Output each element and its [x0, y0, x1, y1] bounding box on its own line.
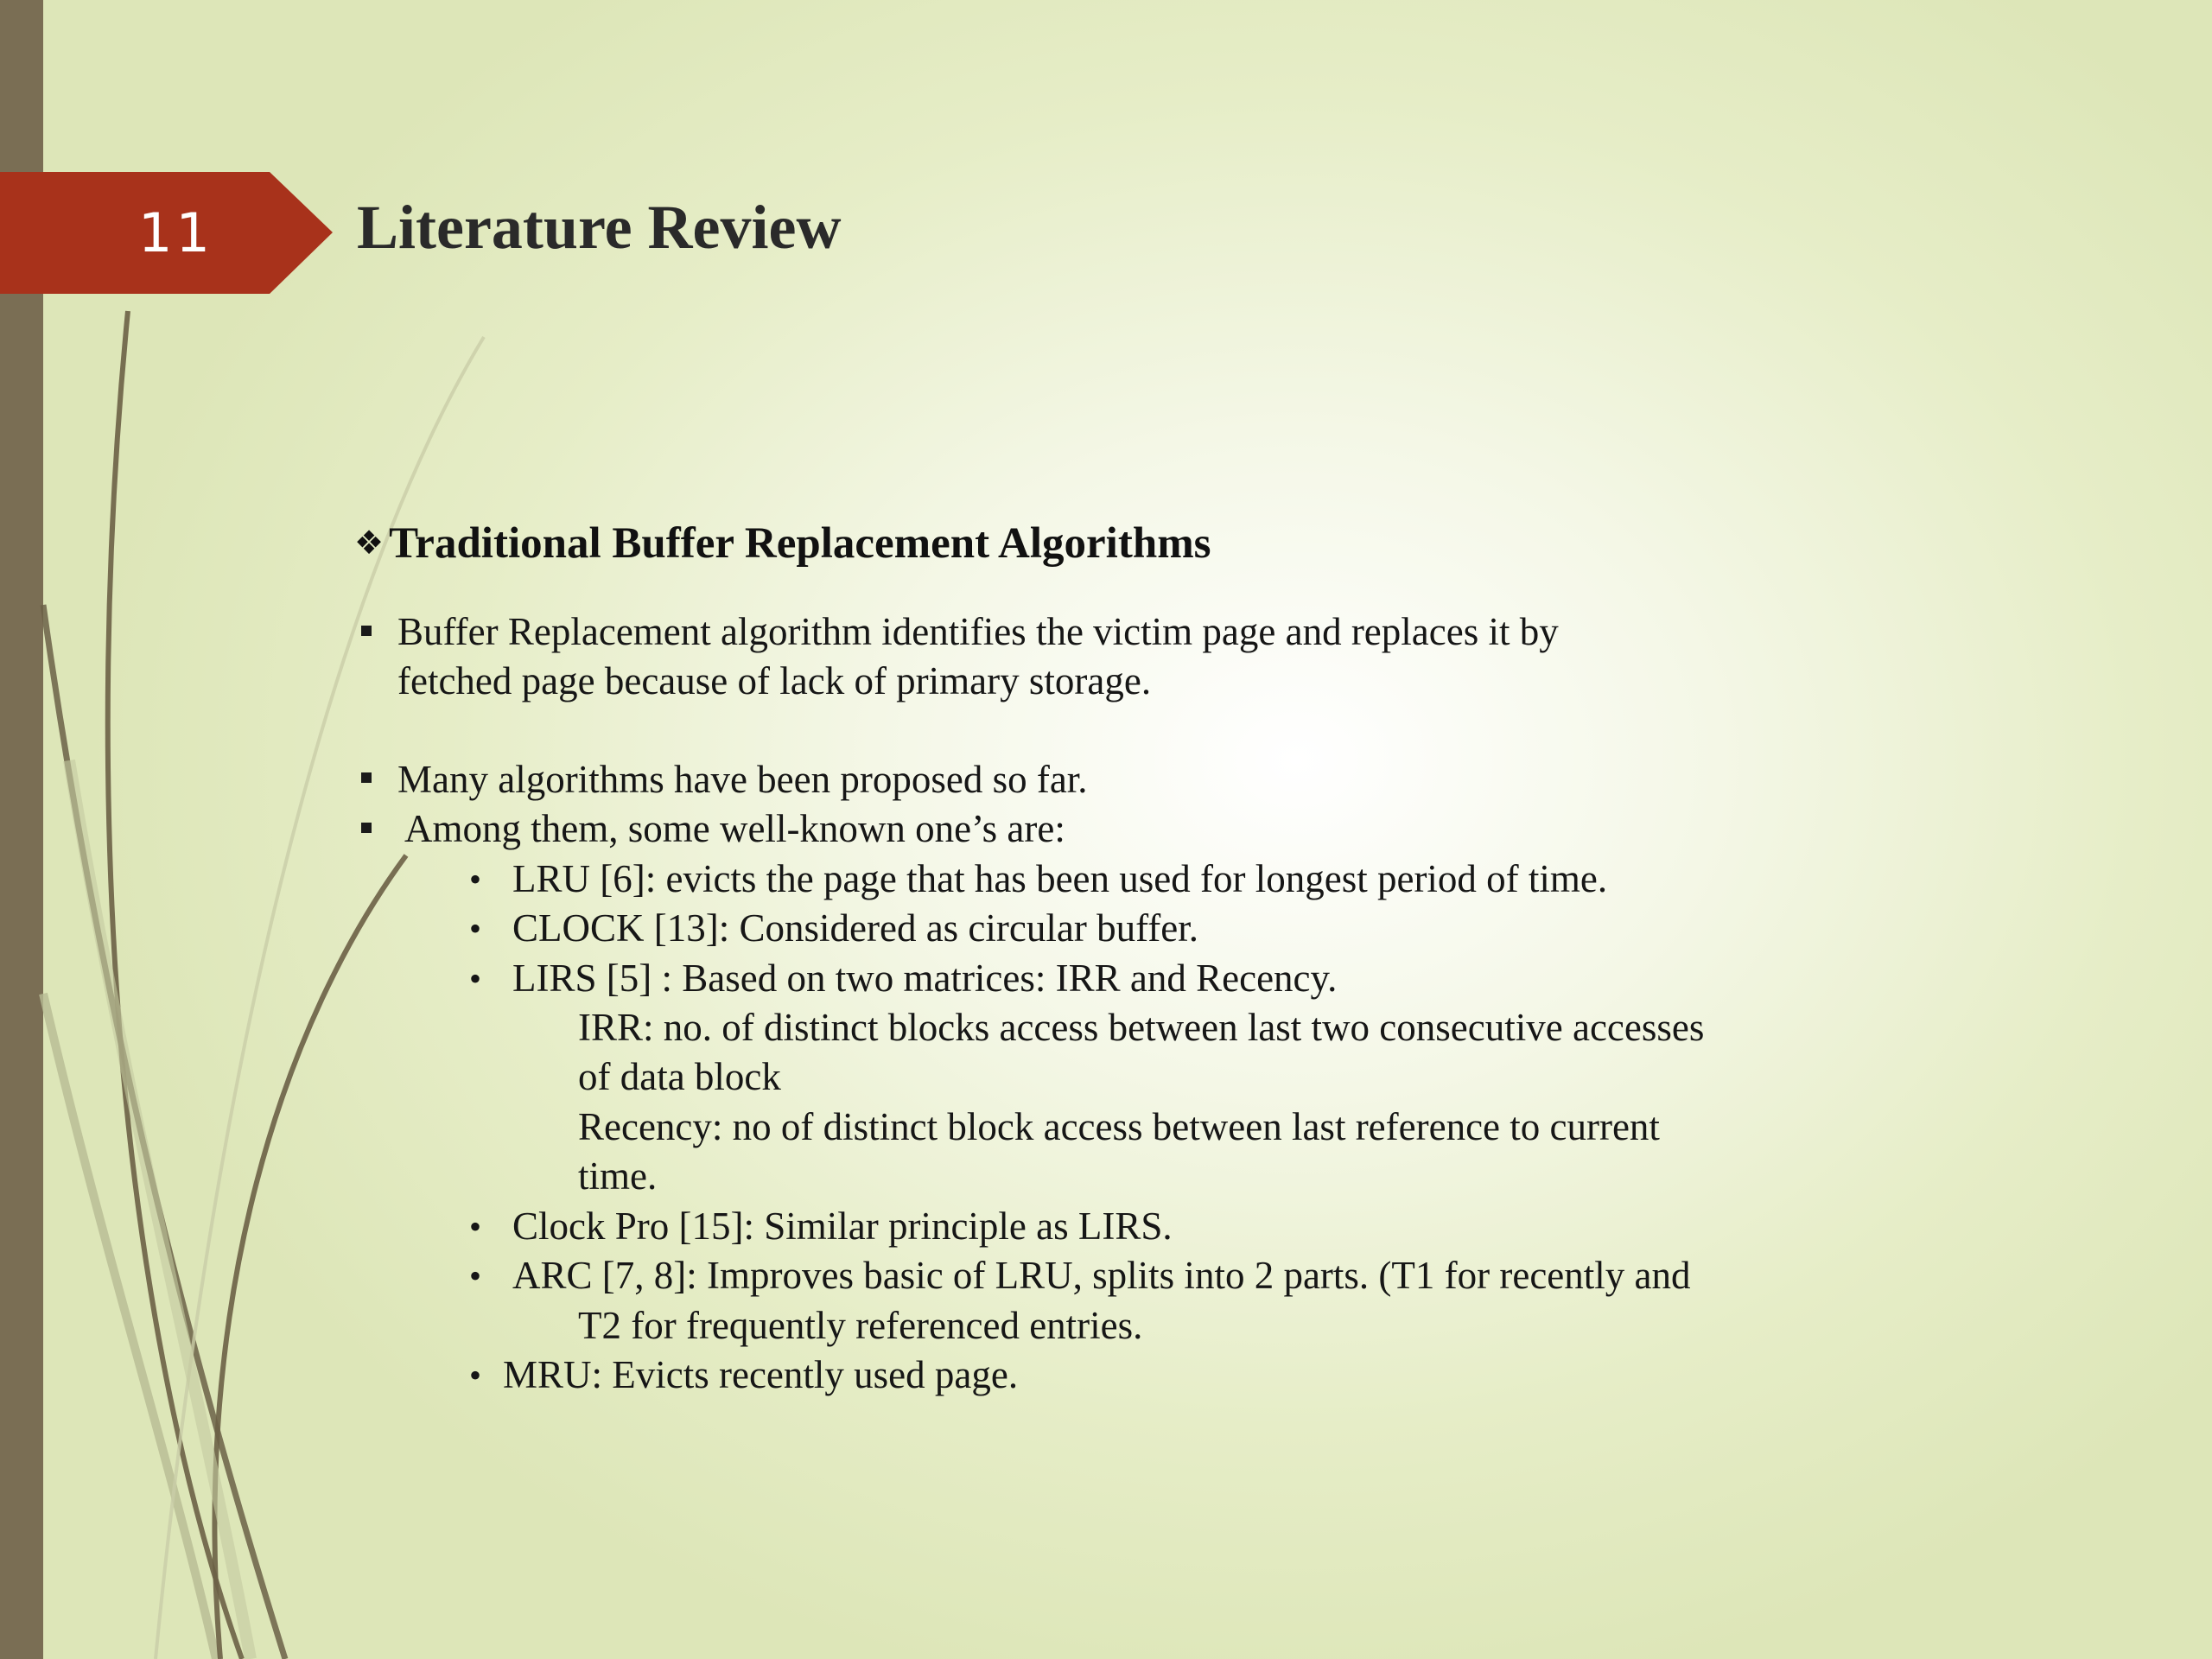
sub-bullet-detail: of data block: [578, 1055, 781, 1098]
sub-bullet-text: LIRS [5] : Based on two matrices: IRR and Recency.: [512, 957, 1338, 1000]
sub-bullet-detail: time.: [578, 1154, 658, 1198]
bullet-text: fetched page because of lack of primary storage.: [397, 659, 1152, 702]
sub-bullet-text: LRU [6]: evicts the page that has been used for longest period of time.: [512, 857, 1608, 900]
dot-bullet-icon: •: [469, 1256, 482, 1295]
square-bullet-icon: [361, 772, 372, 783]
square-bullet-icon: [361, 823, 372, 833]
dot-bullet-icon: •: [469, 1356, 482, 1395]
slide-number: 11: [138, 201, 213, 264]
bullet-text: Many algorithms have been proposed so far.: [397, 758, 1088, 801]
sub-bullet-detail: Recency: no of distinct block access between last reference to current: [578, 1105, 1660, 1148]
section-heading-text: Traditional Buffer Replacement Algorithms: [389, 519, 1211, 568]
dot-bullet-icon: •: [469, 860, 482, 899]
sub-bullet-text: ARC [7, 8]: Improves basic of LRU, splits into 2 parts. (T1 for recently and: [512, 1254, 1691, 1297]
square-bullet-icon: [361, 626, 372, 636]
section-heading: [354, 518, 1211, 569]
sub-bullet-text: CLOCK [13]: Considered as circular buffer.: [512, 906, 1198, 950]
sub-bullet-text: MRU: Evicts recently used page.: [503, 1353, 1019, 1396]
slide-title: Literature Review: [357, 193, 842, 262]
dot-bullet-icon: •: [469, 959, 482, 998]
bullet-text: Among them, some well-known one’s are:: [404, 807, 1065, 850]
bullet-text: Buffer Replacement algorithm identifies the victim page and replaces it by: [397, 610, 1559, 653]
sub-bullet-text: Clock Pro [15]: Similar principle as LIRS.: [512, 1205, 1173, 1248]
dot-bullet-icon: •: [469, 1207, 482, 1246]
sub-bullet-detail: IRR: no. of distinct blocks access between last two consecutive accesses: [578, 1006, 1705, 1049]
dot-bullet-icon: •: [469, 909, 482, 948]
diamond-fleuron-icon: ❖: [354, 524, 385, 562]
sub-bullet-continuation: T2 for frequently referenced entries.: [578, 1304, 1143, 1347]
